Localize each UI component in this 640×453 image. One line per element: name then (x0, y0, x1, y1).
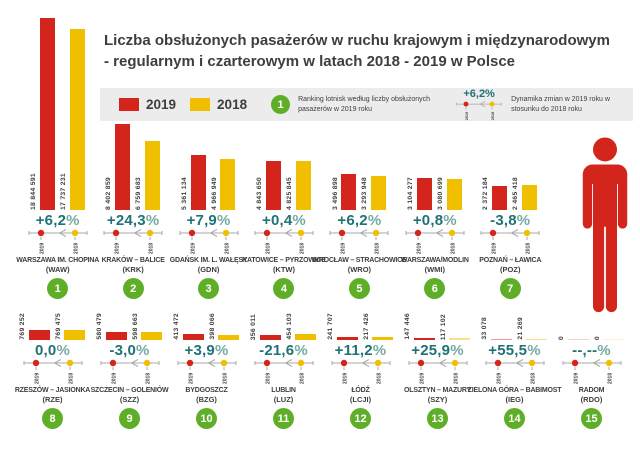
change-percent-value: +3,9 (184, 342, 215, 359)
value-label-2018: 4 825 845 (285, 177, 293, 210)
airport-code: (LCJI) (349, 395, 372, 404)
value-label-2019: 241 707 (326, 313, 334, 340)
dot-2019-icon (415, 230, 421, 236)
dot-2018-icon (220, 360, 226, 366)
airport-name: POZNAŃ – ŁAWICA (479, 257, 542, 264)
bar-2019 (491, 339, 512, 340)
dot-2018-icon (374, 360, 380, 366)
airport-code: (GDN) (197, 265, 220, 274)
dot-2019-icon (264, 230, 270, 236)
airport-name: OLSZTYN – MAZURY (404, 387, 471, 394)
year-axis (480, 229, 540, 255)
bar-group (483, 16, 537, 210)
percent-sign: % (216, 212, 231, 229)
change-percent-value: +24,3 (106, 212, 146, 229)
airport-name: WARSZAWA IM. CHOPINA (16, 257, 100, 264)
dot-2018-icon (297, 360, 303, 366)
value-label-2018: 0 (593, 335, 601, 340)
dot-2019-icon (188, 230, 194, 236)
percent-sign: % (56, 342, 70, 359)
axis-year-2018: 2018 (145, 372, 151, 384)
airport-code: (BZG) (196, 395, 217, 404)
dot-2018-icon (147, 230, 153, 236)
value-label-2019: 8 402 859 (105, 177, 113, 210)
change-percent (337, 213, 381, 228)
dot-2018-icon (298, 230, 304, 236)
bar-2018 (141, 332, 162, 340)
value-label-2018: 769 475 (54, 313, 62, 340)
change-percent (109, 343, 149, 358)
value-label-2019: 0 (557, 335, 565, 340)
airport-name: RADOM (578, 387, 605, 394)
percent-sign: % (443, 212, 457, 229)
axis-year-2018: 2018 (148, 242, 155, 254)
value-label-2019: 18 844 591 (29, 172, 37, 210)
bar-2018 (526, 339, 547, 340)
bar-2019 (29, 330, 50, 340)
rank-badge: 15 (581, 408, 602, 429)
airport-block-ieg (467, 300, 562, 429)
axis-year-2019: 2019 (416, 242, 423, 254)
year-axis (23, 359, 83, 385)
axis-year-2018: 2018 (491, 111, 496, 120)
bar-group (251, 300, 317, 340)
value-label-2018: 217 426 (362, 313, 370, 340)
value-label-2019: 356 011 (249, 313, 257, 340)
rank-badge: 9 (119, 408, 140, 429)
rank-badge: 5 (349, 278, 370, 299)
rank-badge: 12 (350, 408, 371, 429)
title-line-1: Liczba obsłużonych pasażerów w ruchu krajowym i międzynarodowym (104, 32, 610, 49)
change-percent (490, 213, 530, 228)
bar-2019 (106, 332, 127, 340)
value-label-2019: 2 372 184 (482, 177, 490, 210)
airport-name: GDAŃSK IM. L. WAŁĘSY (169, 257, 248, 264)
dynamics-note: Dynamika zmian w 2019 roku w stosunku do 2018 roku (511, 96, 610, 113)
value-label-2018: 598 663 (131, 313, 139, 340)
value-label-2018: 17 737 231 (59, 172, 67, 210)
bar-2019 (260, 335, 281, 340)
value-label-2018: 398 066 (208, 313, 216, 340)
airport-name: BYDGOSZCZ (185, 387, 228, 394)
bar-2018 (70, 29, 85, 210)
airport-code: (WAW) (45, 265, 70, 274)
dot-2019-icon (186, 360, 192, 366)
bar-group (182, 16, 236, 210)
year-axis (562, 359, 622, 385)
dot-2019-icon (417, 360, 423, 366)
dot-2019-icon (263, 360, 269, 366)
axis-year-2018: 2018 (374, 242, 381, 254)
rank-badge: 3 (198, 278, 219, 299)
dot-2019-icon (490, 230, 496, 236)
bar-2018 (372, 337, 393, 340)
airport-code: (WRO) (347, 265, 372, 274)
dot-2019-icon (109, 360, 115, 366)
axis-year-2019: 2019 (496, 372, 502, 384)
value-label-2019: 769 252 (18, 313, 26, 340)
axis-year-2018: 2018 (607, 372, 613, 384)
dot-2018-icon (605, 360, 611, 366)
bar-group (97, 300, 163, 340)
change-percent-value: +6,2 (337, 212, 368, 229)
airport-block-bzg (168, 300, 245, 429)
bar-2018 (295, 334, 316, 340)
value-label-2018: 21 269 (516, 317, 524, 340)
legend-label-2019: 2019 (146, 97, 177, 112)
change-percent (185, 343, 229, 358)
change-percent (413, 213, 457, 228)
percent-sign: % (136, 342, 150, 359)
percent-sign: % (294, 342, 308, 359)
percent-sign: % (292, 212, 306, 229)
value-label-2019: 5 361 134 (180, 177, 188, 210)
airport-code: (LUZ) (273, 395, 294, 404)
value-label-2019: 4 843 650 (256, 177, 264, 210)
dot-2019-icon (113, 230, 119, 236)
axis-year-2019: 2019 (491, 242, 498, 254)
dot-2018-icon (143, 360, 149, 366)
dynamics-example-value: +6,2% (463, 87, 495, 100)
dot-2018-icon (528, 360, 534, 366)
airport-name: ZIELONA GÓRA – BABIMOST (467, 387, 562, 394)
bar-2018 (218, 335, 239, 340)
airport-block-waw (16, 16, 100, 299)
airport-code: (KTW) (272, 265, 296, 274)
bar-2018 (296, 161, 311, 210)
axis-year-2018: 2018 (222, 372, 228, 384)
change-percent-value: 0,0 (35, 342, 57, 359)
axis-year-2019: 2019 (340, 242, 347, 254)
bar-2018 (603, 339, 624, 340)
bar-2019 (337, 337, 358, 340)
change-percent-value: +25,9 (411, 342, 451, 359)
bar-2019 (266, 161, 281, 210)
change-percent-value: -21,6 (259, 342, 295, 359)
airport-block-rze (14, 300, 91, 429)
bar-2019 (341, 174, 356, 210)
dot-2019-icon (340, 360, 346, 366)
value-label-2018: 3 080 699 (436, 177, 444, 210)
value-label-2019: 147 446 (403, 313, 411, 340)
axis-year-2018: 2018 (453, 372, 459, 384)
airport-name: KRAKÓW – BALICE (101, 257, 165, 264)
title-line-2: - regularnym i czarterowym w latach 2018 - 2019 w Polsce (104, 53, 516, 70)
axis-year-2018: 2018 (73, 242, 80, 254)
change-percent-value: --,-- (572, 342, 598, 359)
percent-sign: % (367, 212, 382, 229)
bar-2018 (145, 141, 160, 210)
value-label-2019: 413 472 (172, 313, 180, 340)
dot-2018-icon (72, 230, 78, 236)
airport-name: KATOWICE – PYRZOWICE (242, 257, 326, 264)
bar-2019 (40, 18, 55, 210)
rank-badge: 11 (273, 408, 294, 429)
change-percent-value: +55,5 (488, 342, 528, 359)
bar-2018 (522, 185, 537, 210)
dot-2018-icon (449, 230, 455, 236)
legend-label-2018: 2018 (217, 97, 248, 112)
change-percent (335, 343, 387, 358)
airport-block-rdo (553, 300, 630, 429)
airport-block-lcji (322, 300, 399, 429)
airport-name: LUBLIN (271, 387, 296, 394)
bar-group (20, 300, 86, 340)
bar-2019 (417, 178, 432, 210)
bar-2019 (414, 338, 435, 340)
dot-2019-icon (32, 360, 38, 366)
airport-block-luz (245, 300, 322, 429)
year-axis (100, 359, 160, 385)
axis-year-2019: 2019 (573, 372, 579, 384)
bar-2018 (220, 159, 235, 210)
axis-year-2019: 2019 (188, 372, 194, 384)
percent-sign: % (372, 342, 387, 359)
change-percent (488, 343, 541, 358)
change-percent (262, 213, 306, 228)
rank-badge: 7 (500, 278, 521, 299)
axis-year-2018: 2018 (530, 372, 536, 384)
bar-2018 (449, 338, 470, 340)
airport-block-wmi (397, 16, 472, 299)
dot-2018-icon (451, 360, 457, 366)
year-axis (485, 359, 545, 385)
value-label-2018: 117 102 (439, 313, 447, 340)
year-axis (254, 359, 314, 385)
rank-badge: 6 (424, 278, 445, 299)
year-axis (103, 229, 163, 255)
axis-year-2018: 2018 (376, 372, 382, 384)
airport-code: (SZY) (427, 395, 448, 404)
airport-code: (IEG) (505, 395, 524, 404)
percent-sign: % (527, 342, 541, 359)
change-percent-value: +7,9 (186, 212, 217, 229)
airport-code: (WMI) (424, 265, 446, 274)
airports-row-bottom (14, 300, 630, 429)
axis-year-2019: 2019 (111, 372, 117, 384)
rank-badge: 14 (504, 408, 525, 429)
person-icon (565, 136, 640, 314)
change-percent (107, 213, 160, 228)
axis-year-2019: 2019 (265, 372, 271, 384)
bar-group (106, 16, 160, 210)
airport-block-szz (91, 300, 168, 429)
bar-2019 (492, 186, 507, 210)
year-axis (254, 229, 314, 255)
bar-group (333, 16, 387, 210)
rank-badge: 1 (47, 278, 68, 299)
airport-code: (KRK) (122, 265, 144, 274)
percent-sign: % (145, 212, 160, 229)
rank-badge: 8 (42, 408, 63, 429)
axis-year-2019: 2019 (190, 242, 197, 254)
axis-year-2018: 2018 (299, 372, 305, 384)
change-percent-value: -3,8 (490, 212, 517, 229)
dot-2018-icon (66, 360, 72, 366)
change-percent-value: +0,4 (261, 212, 293, 229)
bar-2018 (371, 176, 386, 210)
axis-year-2018: 2018 (68, 372, 74, 384)
rank-badge: 10 (196, 408, 217, 429)
year-axis (177, 359, 237, 385)
airport-code: (SZZ) (119, 395, 140, 404)
change-percent (572, 343, 611, 358)
bar-2018 (447, 179, 462, 210)
value-label-2018: 6 759 683 (135, 177, 143, 210)
airport-name: SZCZECIN – GOLENIÓW (90, 387, 169, 394)
dot-2018-icon (373, 230, 379, 236)
change-percent-value: +0,8 (412, 212, 444, 229)
percent-sign: % (516, 212, 531, 229)
airport-block-poz (473, 16, 548, 299)
change-percent-value: -3,0 (109, 342, 137, 359)
axis-year-2018: 2018 (224, 242, 231, 254)
airport-code: (POZ) (500, 265, 521, 274)
airport-block-szy (399, 300, 476, 429)
axis-year-2018: 2018 (299, 242, 306, 254)
value-label-2019: 3 104 277 (407, 177, 415, 210)
year-axis (408, 359, 468, 385)
airport-name: WROCŁAW – STRACHOWICE (312, 257, 407, 264)
dot-2019-icon (571, 360, 577, 366)
airport-name: ŁÓDŹ (351, 387, 370, 394)
bar-2019 (115, 124, 130, 210)
airport-block-krk (95, 16, 170, 299)
bar-group (408, 16, 462, 210)
bar-2019 (183, 334, 204, 340)
value-label-2018: 4 966 949 (210, 177, 218, 210)
airport-block-wro (312, 16, 407, 299)
dot-2019-icon (339, 230, 345, 236)
rank-badge-legend: 1 (271, 95, 290, 114)
value-label-2019: 580 479 (95, 313, 103, 340)
axis-year-2019: 2019 (419, 372, 425, 384)
change-percent (187, 213, 231, 228)
airport-block-ktw (242, 16, 326, 299)
airport-code: (RDO) (580, 395, 603, 404)
percent-sign: % (597, 342, 611, 359)
year-axis (405, 229, 465, 255)
airport-code: (RZE) (42, 395, 63, 404)
value-label-2018: 3 293 948 (361, 177, 369, 210)
bar-2018 (64, 330, 85, 340)
change-percent (411, 343, 464, 358)
dot-2019-icon (38, 230, 44, 236)
axis-year-2019: 2019 (464, 111, 469, 120)
bar-group (174, 300, 240, 340)
year-axis (28, 229, 88, 255)
rank-badge: 2 (123, 278, 144, 299)
change-percent (35, 343, 70, 358)
bar-group (482, 300, 548, 340)
change-percent (36, 213, 80, 228)
bar-group (328, 300, 394, 340)
value-label-2019: 33 078 (480, 317, 488, 340)
value-label-2019: 3 496 898 (331, 177, 339, 210)
change-percent-value: +11,2 (334, 342, 373, 359)
year-axis (331, 359, 391, 385)
bar-group (405, 300, 471, 340)
year-axis (179, 229, 239, 255)
bar-2019 (568, 339, 589, 340)
airport-block-gdn (171, 16, 246, 299)
value-label-2018: 2 465 418 (512, 177, 520, 210)
ranking-note: Ranking lotnisk według liczby obsłużonych pasażerów w 2019 roku (298, 96, 430, 113)
axis-year-2019: 2019 (114, 242, 121, 254)
value-label-2018: 454 103 (285, 313, 293, 340)
airport-name: WARSZAWA/MODLIN (400, 257, 469, 264)
axis-year-2019: 2019 (265, 242, 272, 254)
change-percent (259, 343, 308, 358)
airports-row-top (16, 16, 548, 299)
dot-2019-icon (494, 360, 500, 366)
percent-sign: % (66, 212, 80, 229)
percent-sign: % (214, 342, 229, 359)
axis-year-2018: 2018 (450, 242, 457, 254)
bar-2019 (191, 155, 206, 210)
axis-year-2019: 2019 (342, 372, 348, 384)
axis-year-2019: 2019 (34, 372, 40, 384)
year-axis (329, 229, 389, 255)
rank-badge: 4 (273, 278, 294, 299)
rank-badge: 13 (427, 408, 448, 429)
percent-sign: % (450, 342, 464, 359)
bar-group (31, 16, 85, 210)
axis-year-2019: 2019 (39, 242, 46, 254)
dot-2018-icon (222, 230, 228, 236)
bar-group (257, 16, 311, 210)
axis-year-2018: 2018 (525, 242, 532, 254)
dot-2018-icon (524, 230, 530, 236)
change-percent-value: +6,2 (35, 212, 67, 229)
airport-name: RZESZÓW – JASIONKA (14, 387, 91, 394)
